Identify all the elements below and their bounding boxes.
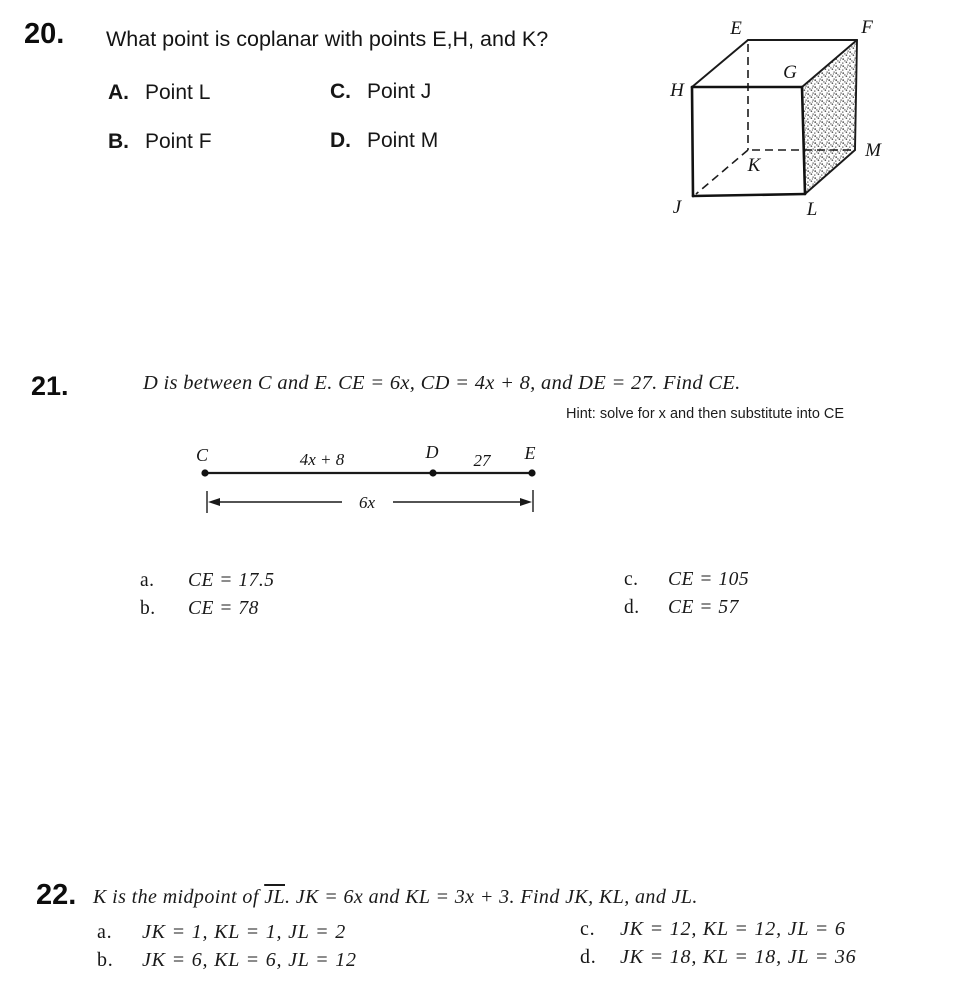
q20-option-d-label: D. [330,129,351,152]
dimension-arrow-left [208,498,220,506]
segment-de-label: 27 [473,451,491,470]
q22-option-d [580,946,856,969]
q20-option-b-text: Point F [145,130,212,153]
cube-label-g: G [783,62,797,83]
q20-option-d [330,129,438,153]
q20-option-c-text: Point J [367,80,432,103]
q22-option-b-text: JK = 6, KL = 6, JL = 12 [142,949,357,971]
q22-option-c-text: JK = 12, KL = 12, JL = 6 [620,918,846,940]
cube-label-l: L [806,199,818,220]
segment-label-c: C [195,445,209,465]
segment-total-label: 6x [358,493,376,512]
segment-dot-e [528,469,535,476]
cube-label-f: F [861,17,873,38]
cube-label-h: H [670,80,684,101]
q21-option-a [140,570,274,592]
q22-option-a-label: a. [97,921,113,943]
q21-hint-text: Hint: solve for x and then substitute into CE [566,406,845,422]
segment-dot-d [429,469,436,476]
q20-question-text: What point is coplanar with points E,H, and K? [106,27,549,51]
q21-number: 21. [31,371,69,401]
q20-option-a [108,81,210,105]
q22-option-d-label: d. [580,946,597,968]
q20-option-c [330,80,431,104]
q21-option-c-label: c. [624,569,639,590]
q20-option-b-label: B. [108,130,129,153]
segment-label-e: E [524,443,536,463]
q22-option-c-label: c. [580,918,596,940]
q22-segment-name: $\overline{JL}$ [264,886,285,908]
q20-option-a-label: A. [108,81,129,104]
q22-option-c [580,918,846,941]
q22-option-d-text: JK = 18, KL = 18, JL = 36 [620,946,857,968]
q22-option-a [97,921,346,944]
q20-option-c-label: C. [330,80,351,103]
q21-option-c-text: CE = 105 [668,569,750,590]
q21-option-d-label: d. [624,597,640,618]
cube-label-e: E [730,18,742,39]
segment-dot-c [201,469,208,476]
q20-option-d-text: Point M [367,129,439,152]
cube-label-j: J [672,197,682,218]
q20-option-a-text: Point L [145,81,211,104]
cube-label-m: M [865,140,881,161]
segment-label-d: D [425,442,439,462]
q22-question-suffix: . JK = 6x and KL = 3x + 3. Find JK, KL, and JL. [285,886,698,908]
cube-figure [660,8,892,220]
segment-cd-label: 4x + 8 [299,450,345,469]
q21-option-d-text: CE = 57 [668,597,739,618]
q21-option-c [624,569,749,591]
q22-number: 22. [36,879,77,911]
q21-question-text: D is between C and E. CE = 6x, CD = 4x + 8, and DE = 27. Find CE. [143,372,741,394]
q21-option-b [140,598,259,620]
segment-figure [180,432,555,520]
q22-option-a-text: JK = 1, KL = 1, JL = 2 [142,921,347,943]
q22-option-b-label: b. [97,949,114,971]
cube-label-k: K [747,155,761,176]
dimension-arrow-right [520,498,532,506]
q22-question-text [93,886,698,909]
q21-option-a-label: a. [140,570,155,591]
q21-option-b-label: b. [140,598,156,619]
q22-question-prefix: K is the midpoint of [93,886,265,908]
q21-option-b-text: CE = 78 [188,598,259,619]
q21-option-d [624,597,739,619]
q20-number: 20. [24,18,65,50]
q22-option-b [97,949,357,972]
q21-option-a-text: CE = 17.5 [188,570,275,591]
q20-option-b [108,130,212,154]
